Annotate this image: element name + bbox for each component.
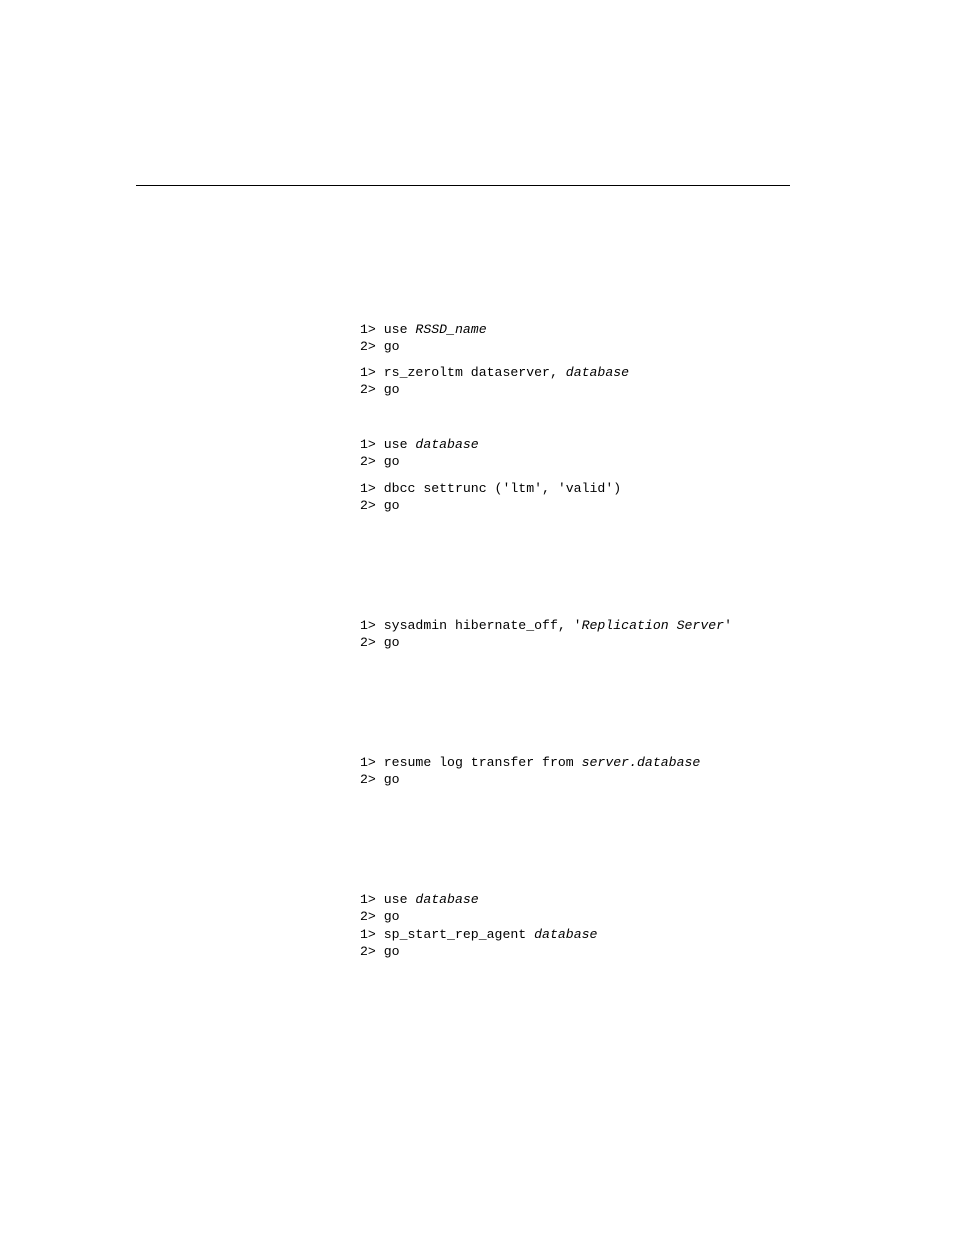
line-prompt: 2> (360, 339, 376, 355)
line-text: go (383, 382, 400, 398)
line-argument: RSSD_name (415, 322, 487, 337)
code-block-use-database (360, 436, 479, 471)
line-text: resume log transfer from (383, 755, 582, 770)
line-text: sp_start_rep_agent (383, 926, 535, 942)
code-block-start-rep-agent (360, 891, 597, 961)
code-line (360, 381, 629, 398)
line-text: sysadmin hibernate_off, ' (383, 618, 582, 633)
code-line (360, 771, 700, 788)
code-line (360, 754, 700, 771)
line-argument: database (565, 365, 630, 380)
line-prompt: 1> (360, 322, 376, 337)
code-block-dbcc-settrunc (360, 480, 621, 515)
line-text: go (383, 772, 400, 788)
line-prompt: 2> (360, 635, 376, 651)
line-prompt: 2> (360, 944, 376, 960)
line-text: rs_zeroltm dataserver, (383, 365, 566, 380)
line-argument: database (534, 926, 598, 942)
line-text: use (383, 892, 416, 907)
code-line (360, 634, 732, 651)
line-prompt: 1> (360, 365, 376, 380)
code-block-rs-zeroltm (360, 364, 629, 399)
code-line (360, 891, 597, 908)
line-prompt: 1> (360, 926, 376, 942)
code-line (360, 338, 487, 355)
line-prompt: 2> (360, 382, 376, 398)
line-argument: server.database (581, 755, 701, 770)
code-line (360, 617, 732, 634)
line-prompt: 1> (360, 437, 376, 452)
code-line (360, 908, 597, 925)
code-line (360, 480, 621, 497)
line-text: go (383, 339, 400, 355)
line-text: go (383, 454, 400, 470)
line-prompt: 2> (360, 909, 376, 925)
line-argument: database (415, 437, 479, 452)
header-rule (136, 185, 790, 186)
code-block-use-rssd (360, 321, 487, 356)
line-prompt: 1> (360, 481, 376, 496)
line-prompt: 2> (360, 772, 376, 788)
line-prompt: 1> (360, 892, 376, 907)
line-text: go (383, 498, 400, 514)
line-prompt: 2> (360, 498, 376, 514)
line-text: go (383, 635, 400, 651)
code-block-resume-log-transfer (360, 754, 700, 789)
code-line (360, 926, 597, 943)
code-line (360, 436, 479, 453)
code-block-hibernate-off (360, 617, 732, 652)
line-argument: database (415, 892, 479, 907)
code-line (360, 943, 597, 960)
line-argument: Replication Server (581, 618, 725, 633)
line-text: dbcc settrunc ('ltm', 'valid') (383, 481, 622, 496)
code-line (360, 497, 621, 514)
line-prompt: 1> (360, 755, 376, 770)
code-line (360, 321, 487, 338)
line-text: use (383, 437, 416, 452)
line-text: go (383, 909, 400, 925)
line-text: use (383, 322, 416, 337)
line-prompt: 1> (360, 618, 376, 633)
code-line (360, 453, 479, 470)
code-line (360, 364, 629, 381)
line-suffix: ' (724, 618, 732, 633)
line-text: go (383, 944, 400, 960)
line-prompt: 2> (360, 454, 376, 470)
